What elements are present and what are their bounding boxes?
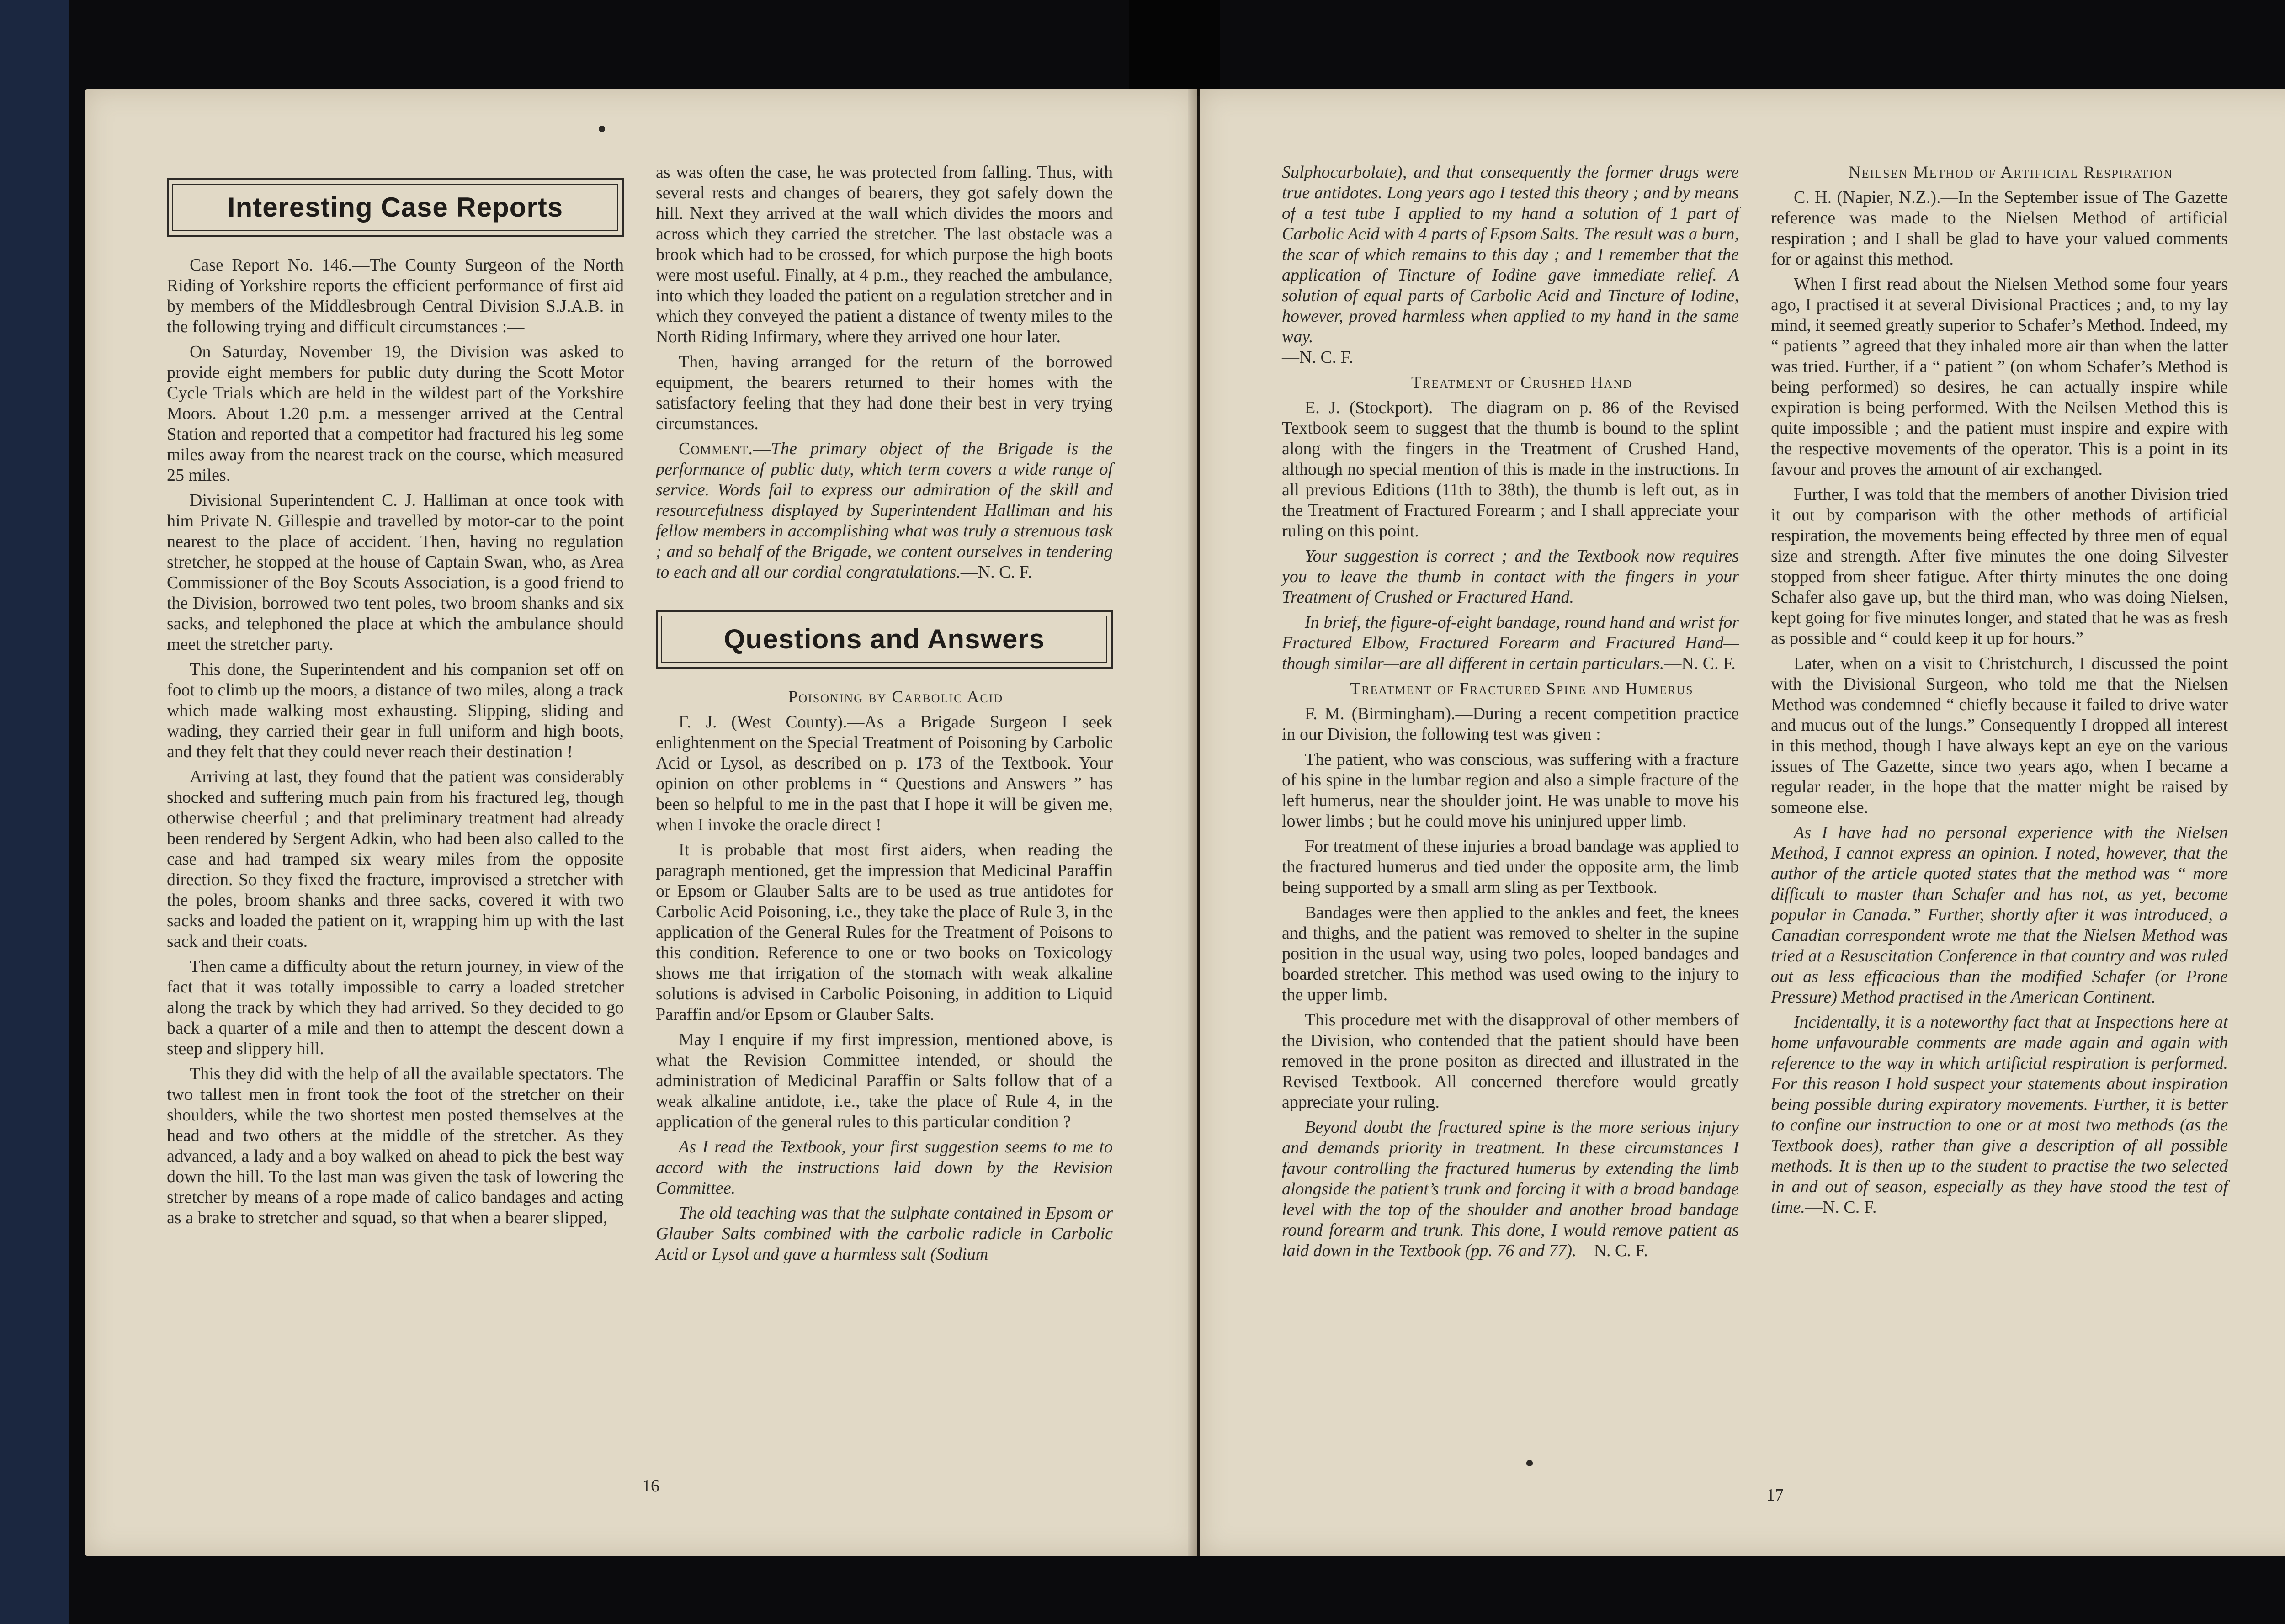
comment-lead: Comment.— xyxy=(679,439,771,458)
question-paragraph: Further, I was told that the members of another Division tried it out by comparison with the other methods of artificial respiration, the movements being effected by three men of equal size and strength. After five minutes the one doing Silvester stopped from sheer fatigue. After thirty minutes the one doing Schafer also gave up, but the third man, who was doing Nielsen, kept going for five minutes longer, and stated that he was as fresh as possible and “ could keep it up for hours.” xyxy=(1771,485,2228,648)
page-mark xyxy=(599,126,605,132)
question-paragraph: For treatment of these injuries a broad bandage was applied to the fractured humerus and tied under the opposite arm, the limb being supported by a small arm sling as per Textbook. xyxy=(1282,837,1739,897)
article-paragraph: Arriving at last, they found that the patient was considerably shocked and suffering much pain from his fractured leg, though otherwise cheerful ; and that preliminary treatment had already been rendered by Sergent Adkin, who had been also called to the case and had tramped six weary miles from the opposite direction. So they fixed the fracture, improvised a stretcher with the poles, broom shanks and three sacks, covered it with two sacks and loaded the patient on it, wrapping him up with the last sack and their coats. xyxy=(167,767,624,951)
answer-text: In brief, the figure-of-eight bandage, round hand and wrist for Fractured Elbow, Fractured Forearm and Fractured Hand—though similar—are all different in certain particulars. xyxy=(1282,613,1739,673)
question-paragraph: May I enquire if my first impression, mentioned above, is what the Revision Committee intended, or should the administration of Medicinal Paraffin or Salts follow that of a weak alkaline antidote, i.e., take the place of Rule 4, in the application of the general rules to this particular condition ? xyxy=(656,1030,1113,1131)
article-paragraph: as was often the case, he was protected from falling. Thus, with several rests and changes of bearers, they got safely down the hill. Next they arrived at the wall which divides the moors and across which they carried the stretcher. The last obstacle was a brook which had to be crossed, for which purpose the high boots were most useful. Finally, at 4 p.m., they reached the ambulance, into which they loaded the patient on a regulation stretcher and in which they conveyed the patient a distance of twenty miles to the North Riding Infirmary, where they arrived one hour later. xyxy=(656,163,1113,346)
answer-signature: —N. C. F. xyxy=(1282,348,1354,367)
answer-paragraph: The old teaching was that the sulphate contained in Epsom or Glauber Salts combined with the carbolic radicle in Carbolic Acid or Lysol and gave a harmless salt (Sodium xyxy=(656,1204,1113,1264)
page-mark xyxy=(1526,1460,1533,1466)
question-paragraph: The patient, who was conscious, was suffering with a fracture of his spine in the lumbar region and also a simple fracture of the left humerus, near the shoulder joint. He was unable to move his lower limbs ; but he could move his uninjured upper limb. xyxy=(1282,750,1739,831)
section-heading: Neilsen Method of Artificial Respiration xyxy=(1849,163,2173,182)
qa-title: Questions and Answers xyxy=(661,616,1107,663)
answer-paragraph xyxy=(1771,1012,2228,1218)
section-heading: Treatment of Fractured Spine and Humerus xyxy=(1350,679,1694,698)
section-heading: Treatment of Crushed Hand xyxy=(1411,373,1632,392)
answer-text: Incidentally, it is a noteworthy fact that at Inspections here at home unfavourable comments are made again and again with reference to the way in which artificial respiration is performed. For this reason I hold suspect your statements about inspiration being possible during expiratory movements. Further, it is better to confine our instruction to one or at most two methods (as the Textbook does), rather than give a description of all possible methods. It is then up to the student to practise the two selected in and out of season, especially as they have stood the test of time. xyxy=(1771,1013,2228,1217)
question-paragraph: Bandages were then applied to the ankles and feet, the knees and thighs, and the patient was removed to shelter in the supine position in the usual way, using two poles, looped bandages and boarded stretcher. This method was used owing to the injury to the upper limb. xyxy=(1282,903,1739,1004)
right-page-column-1 xyxy=(1282,162,1739,1266)
page-number: 17 xyxy=(1766,1486,1784,1505)
comment-text: The primary object of the Brigade is the performance of public duty, which term covers a wide range of service. Words fail to express our admiration of the skill and resourcefulness displayed by Superintendent Halliman and his fellow members in accomplishing what was truly a strenuous task ; and so behalf of the Brigade, we content ourselves in tendering to each and all our cordial congratulations. xyxy=(656,439,1113,582)
left-page xyxy=(85,89,1197,1556)
answer-text: Sulphocarbolate), and that consequently the former drugs were true antidotes. Long years ago I tested this theory ; and by means of a test tube I applied to my hand a solution of 1 part of Carbolic Acid with 4 parts of Epsom Salts. The result was a burn, the scar of which remains to this day ; and I remember that the application of Tincture of Iodine gave immediate relief. A solution of equal parts of Carbolic Acid and Tincture of Iodine, however, proved harmless when applied to my hand in the same way. xyxy=(1282,163,1739,346)
question-paragraph: This procedure met with the disapproval of other members of the Division, who contended that the patient should have been removed in the prone positon as directed and illustrated in the Revised Textbook. All concerned therefore would greatly appreciate your ruling. xyxy=(1282,1010,1739,1112)
question-paragraph: It is probable that most first aiders, when reading the paragraph mentioned, get the impression that Medicinal Paraffin or Epsom or Glauber Salts are to be used as true antidotes for Carbolic Acid Poisoning, i.e., they take the place of Rule 3, in the application of the General Rules for the Treatment of Poisons to this condition. Reference to one or two books on Toxicology shows me that irrigation of the stomach with weak alkaline solutions is advised in Carbolic Poisoning, in addition to Liquid Paraffin and/or Epsom or Glauber Salts. xyxy=(656,840,1113,1024)
left-page-column-1 xyxy=(167,160,624,1233)
left-page-column-2 xyxy=(656,162,1113,1269)
spine-shadow xyxy=(1129,0,1220,96)
page-number: 16 xyxy=(642,1476,659,1496)
question-paragraph: Later, when on a visit to Christchurch, I discussed the point with the Divisional Surgeon, who told me that the Nielsen Method was condemned “ chiefly because it failed to drive water and mucus out of the lungs.” Consequently I dropped all interest in this method, though I have always kept an eye on the various issues of The Gazette, since two years ago, when I became a regular reader, in the hope that the matter might be raised by someone else. xyxy=(1771,654,2228,817)
comment-paragraph xyxy=(656,439,1113,583)
section-heading: Poisoning by Carbolic Acid xyxy=(788,688,1004,706)
article-paragraph: On Saturday, November 19, the Division was asked to provide eight members for public duty during the Scott Motor Cycle Trials which are held in the wildest part of the Yorkshire Moors. About 1.20 p.m. a messenger arrived at the Central Station and reported that a competitor had fractured his leg some miles away from the nearest track on the course, which measured 25 miles. xyxy=(167,342,624,485)
right-page-column-2 xyxy=(1771,162,2228,1222)
article-paragraph: Then came a difficulty about the return journey, in view of the fact that it was totally impossible to carry a loaded stretcher along the track by which they had arrived. So they decided to go back a quarter of a mile and then to attempt the descent down a steep and slippery hill. xyxy=(167,957,624,1058)
article-paragraph: Case Report No. 146.—The County Surgeon of the North Riding of Yorkshire reports the efficient performance of first aid by members of the Middlesbrough Central Division S.J.A.B. in the following trying and difficult circumstances :— xyxy=(167,255,624,336)
answer-paragraph xyxy=(1282,162,1739,368)
question-paragraph: F. J. (West County).—As a Brigade Surgeon I seek enlightenment on the Special Treatment of Poisoning by Carbolic Acid or Lysol, as described on p. 173 of the Textbook. Your opinion on other problems in “ Questions and Answers ” has been so helpful to me in the past that I hope it will be given me, when I invoke the oracle direct ! xyxy=(656,712,1113,834)
question-paragraph: When I first read about the Nielsen Method some four years ago, I practised it at several Divisional Practices ; and, to my lay mind, it seemed greatly superior to Schafer’s Method. Indeed, my “ patients ” agreed that they inhaled more air than when the latter was tried. Further, if a “ patient ” (on whom Schafer’s Method is being performed) so desires, he can actually inspire while expiration is being performed. With the Neilsen Method this is quite impossible ; and the patient must inspire and expire with the respective movements of the operator. This is a point in its favour and proves the amount of air exchanged. xyxy=(1771,275,2228,479)
right-page xyxy=(1200,89,2285,1556)
background-left-edge xyxy=(0,0,69,1624)
answer-paragraph: As I read the Textbook, your first suggestion seems to me to accord with the instructions laid down by the Revision Committee. xyxy=(656,1137,1113,1198)
qa-title-box xyxy=(656,610,1113,669)
article-paragraph: Then, having arranged for the return of the borrowed equipment, the bearers returned to their homes with the satisfactory feeling that they had done their best in very trying circumstances. xyxy=(656,352,1113,433)
comment-signature: —N. C. F. xyxy=(960,563,1032,582)
article-title: Interesting Case Reports xyxy=(172,184,618,231)
answer-paragraph xyxy=(1282,1117,1739,1261)
answer-paragraph xyxy=(1282,612,1739,674)
answer-paragraph: Your suggestion is correct ; and the Textbook now requires you to leave the thumb in contact with the fingers in your Treatment of Crushed or Fractured Hand. xyxy=(1282,547,1739,607)
answer-signature: —N. C. F. xyxy=(1576,1241,1648,1260)
answer-paragraph: As I have had no personal experience with the Nielsen Method, I cannot express an opinion. I noted, however, that the author of the article quoted states that the method was “ more difficult to master than Schafer and has not, as yet, become popular in Canada.” Further, shortly after it was introduced, a Canadian correspondent wrote me that the Nielsen Method was tried at a Resuscitation Conference in that country and was ruled out as less efficacious than the modified Schafer (or Prone Pressure) Method practised in the American Continent. xyxy=(1771,823,2228,1007)
question-paragraph: E. J. (Stockport).—The diagram on p. 86 of the Revised Textbook seem to suggest that the thumb is bound to the splint along with the fingers in the Treatment of Crushed Hand, although no special mention of this is made in the instructions. In all previous Editions (11th to 38th), the thumb is left out, as in the Treatment of Fractured Forearm ; and I shall appreciate your ruling on this point. xyxy=(1282,398,1739,541)
article-paragraph: Divisional Superintendent C. J. Halliman at once took with him Private N. Gillespie and travelled by motor-car to the point nearest to the place of accident. Then, having no regulation stretcher, he stopped at the house of Captain Swan, who, as Area Commissioner of the Boy Scouts Association, is a good friend to the Division, borrowed two tent poles, two broom shanks and six sacks, and telephoned the place at which the ambulance should meet the stretcher party. xyxy=(167,491,624,654)
answer-signature: —N. C. F. xyxy=(1664,654,1736,673)
answer-signature: —N. C. F. xyxy=(1805,1198,1877,1217)
question-paragraph: F. M. (Birmingham).—During a recent competition practice in our Division, the following test was given : xyxy=(1282,704,1739,744)
question-paragraph: C. H. (Napier, N.Z.).—In the September issue of The Gazette reference was made to the Nielsen Method of artificial respiration ; and I shall be glad to have your valued comments for or against this method. xyxy=(1771,188,2228,269)
article-paragraph: This they did with the help of all the available spectators. The two tallest men in front took the foot of the stretcher on their shoulders, while the two shortest men posted themselves at the head and two others at the middle of the stretcher. As they advanced, a lady and a boy walked on ahead to pick the best way down the hill. To the last man was given the task of lowering the stretcher by means of a rope made of calico bandages and acting as a brake to stretcher and squad, so that when a bearer slipped, xyxy=(167,1064,624,1227)
article-paragraph: This done, the Superintendent and his companion set off on foot to climb up the moors, a distance of two miles, along a track which made walking most exhausting. Slipping, sliding and wading, they carried their gear in full uniform and high boots, and they felt that they could never reach their destination ! xyxy=(167,660,624,761)
article-title-box xyxy=(167,178,624,237)
answer-text: Beyond doubt the fractured spine is the more serious injury and demands priority in treatment. In these circumstances I favour controlling the fractured humerus by extending the limb alongside the patient’s trunk and forcing it with a broad bandage level with the top of the shoulder and another broad bandage round forearm and trunk. This done, I would remove patient as laid down in the Textbook (pp. 76 and 77). xyxy=(1282,1118,1739,1260)
